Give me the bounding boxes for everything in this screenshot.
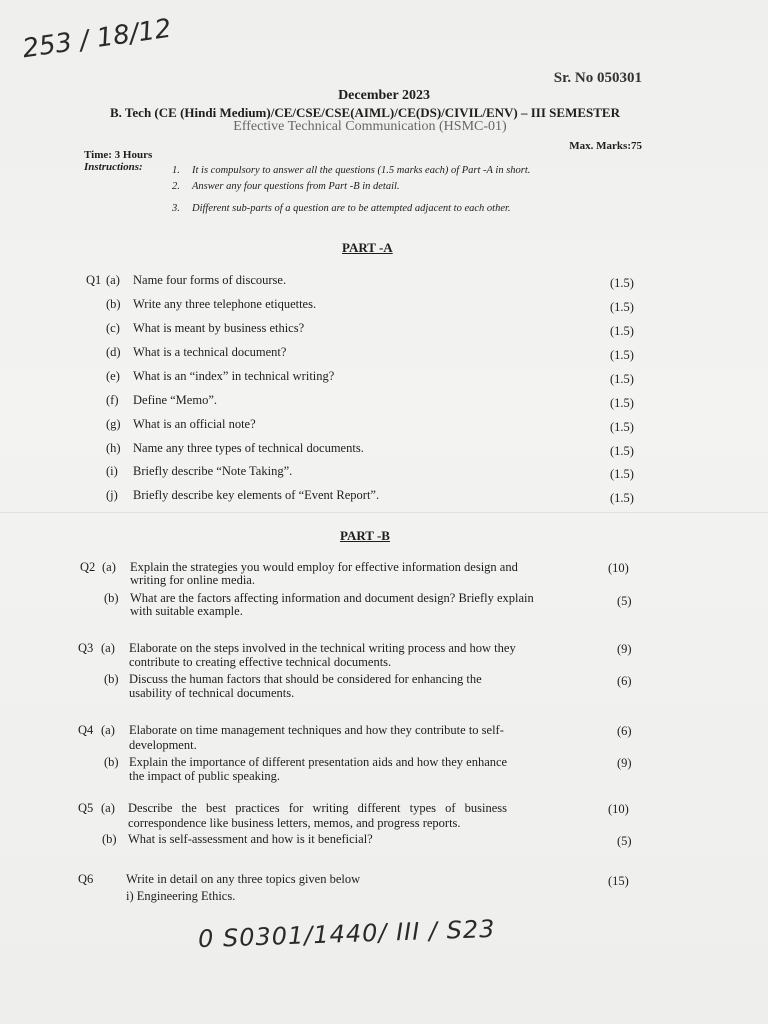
instruction-2-num: 2. <box>172 181 180 192</box>
q1g-marks: (1.5) <box>610 420 634 434</box>
q4b-line2: the impact of public speaking. <box>129 769 281 783</box>
q2b-marks: (5) <box>617 594 632 608</box>
instruction-3-text: Different sub-parts of a question are to be attempted adjacent to each other. <box>192 203 511 214</box>
q3a-marks: (9) <box>617 642 632 656</box>
q1c-label: (c) <box>106 321 120 335</box>
q1h-marks: (1.5) <box>610 444 634 458</box>
handwritten-note-top: 253 / 18/12 <box>20 13 174 65</box>
q1d-text: What is a technical document? <box>133 345 287 359</box>
q1f-marks: (1.5) <box>610 396 634 410</box>
exam-program: B. Tech (CE (Hindi Medium)/CE/CSE/CSE(AIML)/CE(DS)/CIVIL/ENV) – III SEMESTER <box>110 105 620 120</box>
q5a-label: (a) <box>101 801 115 815</box>
q1b-text: Write any three telephone etiquettes. <box>133 297 317 311</box>
handwritten-note-bottom: 0 S0301/1440/ III / S23 <box>197 914 496 954</box>
q3b-marks: (6) <box>617 674 632 688</box>
q5b-line1: What is self-assessment and how is it beneficial? <box>128 832 373 846</box>
q1-number: Q1 <box>86 273 102 287</box>
q2-number: Q2 <box>80 560 96 574</box>
q1b-marks: (1.5) <box>610 300 634 314</box>
q1e-text: What is an “index” in technical writing? <box>133 369 335 383</box>
exam-time: Time: 3 Hours <box>84 149 153 161</box>
part-b-title: PART -B <box>340 528 390 543</box>
q1f-label: (f) <box>106 393 119 407</box>
q3b-label: (b) <box>104 672 119 686</box>
part-a-title: PART -A <box>342 240 393 255</box>
q5b-marks: (5) <box>617 834 632 848</box>
q4-number: Q4 <box>78 723 94 737</box>
q2a-marks: (10) <box>608 561 629 575</box>
q6-number: Q6 <box>78 872 94 886</box>
q4a-marks: (6) <box>617 724 632 738</box>
q1c-text: What is meant by business ethics? <box>133 321 305 335</box>
instructions-label: Instructions: <box>84 161 143 173</box>
q6-topic-1: i) Engineering Ethics. <box>126 889 236 903</box>
q1e-label: (e) <box>106 369 120 383</box>
q3-number: Q3 <box>78 641 94 655</box>
max-marks: Max. Marks:75 <box>569 140 642 152</box>
q4b-marks: (9) <box>617 756 632 770</box>
q1e-marks: (1.5) <box>610 372 634 386</box>
q2a-line2: writing for online media. <box>130 573 255 587</box>
paper-fold <box>0 512 768 513</box>
q4b-label: (b) <box>104 755 119 769</box>
q1a-marks: (1.5) <box>610 276 634 290</box>
q1a-label: (a) <box>106 273 120 287</box>
q4a-line1: Elaborate on time management techniques and how they contribute to self- <box>129 723 504 737</box>
q2b-label: (b) <box>104 591 119 605</box>
q1d-label: (d) <box>106 345 121 359</box>
q6-text: Write in detail on any three topics given below <box>126 872 361 886</box>
q1j-text: Briefly describe key elements of “Event Report”. <box>133 488 380 502</box>
q3b-line1: Discuss the human factors that should be considered for enhancing the <box>129 672 482 686</box>
q4a-label: (a) <box>101 723 115 737</box>
q3a-label: (a) <box>101 641 115 655</box>
q2b-line1: What are the factors affecting information and document design? Briefly explain <box>130 591 534 605</box>
q4b-line1: Explain the importance of different presentation aids and how they enhance <box>129 755 508 769</box>
q1h-text: Name any three types of technical documents. <box>133 441 364 455</box>
instruction-1-text: It is compulsory to answer all the questions (1.5 marks each) of Part -A in short. <box>192 165 531 176</box>
instruction-3-num: 3. <box>172 203 180 214</box>
instruction-1-num: 1. <box>172 165 180 176</box>
exam-session: December 2023 <box>338 88 430 103</box>
q1d-marks: (1.5) <box>610 348 634 362</box>
q1i-text: Briefly describe “Note Taking”. <box>133 464 293 478</box>
q5a-line2: correspondence like business letters, memos, and progress reports. <box>128 816 461 830</box>
q3a-line2: contribute to creating effective technical documents. <box>129 655 392 669</box>
q5b-label: (b) <box>102 832 117 846</box>
q1h-label: (h) <box>106 441 121 455</box>
q3b-line2: usability of technical documents. <box>129 686 295 700</box>
q1i-marks: (1.5) <box>610 467 634 481</box>
q1j-label: (j) <box>106 488 118 502</box>
q1b-label: (b) <box>106 297 121 311</box>
q1j-marks: (1.5) <box>610 491 634 505</box>
instruction-2-text: Answer any four questions from Part -B in detail. <box>192 181 400 192</box>
q4a-line2: development. <box>129 738 197 752</box>
q1i-label: (i) <box>106 464 118 478</box>
q1a-text: Name four forms of discourse. <box>133 273 287 287</box>
q5a-line1: Describe the best practices for writing different types of business <box>128 801 508 815</box>
q2a-line1: Explain the strategies you would employ for effective information design and <box>130 560 518 574</box>
q2a-label: (a) <box>102 560 116 574</box>
q2b-line2: with suitable example. <box>130 604 243 618</box>
course-title: Effective Technical Communication (HSMC-01) <box>233 119 507 134</box>
q3a-line1: Elaborate on the steps involved in the technical writing process and how they <box>129 641 516 655</box>
q1g-label: (g) <box>106 417 121 431</box>
q5-number: Q5 <box>78 801 94 815</box>
q5a-marks: (10) <box>608 802 629 816</box>
q6-marks: (15) <box>608 874 629 888</box>
q1f-text: Define “Memo”. <box>133 393 217 407</box>
serial-number: Sr. No 050301 <box>553 70 642 86</box>
q1c-marks: (1.5) <box>610 324 634 338</box>
q1g-text: What is an official note? <box>133 417 256 431</box>
